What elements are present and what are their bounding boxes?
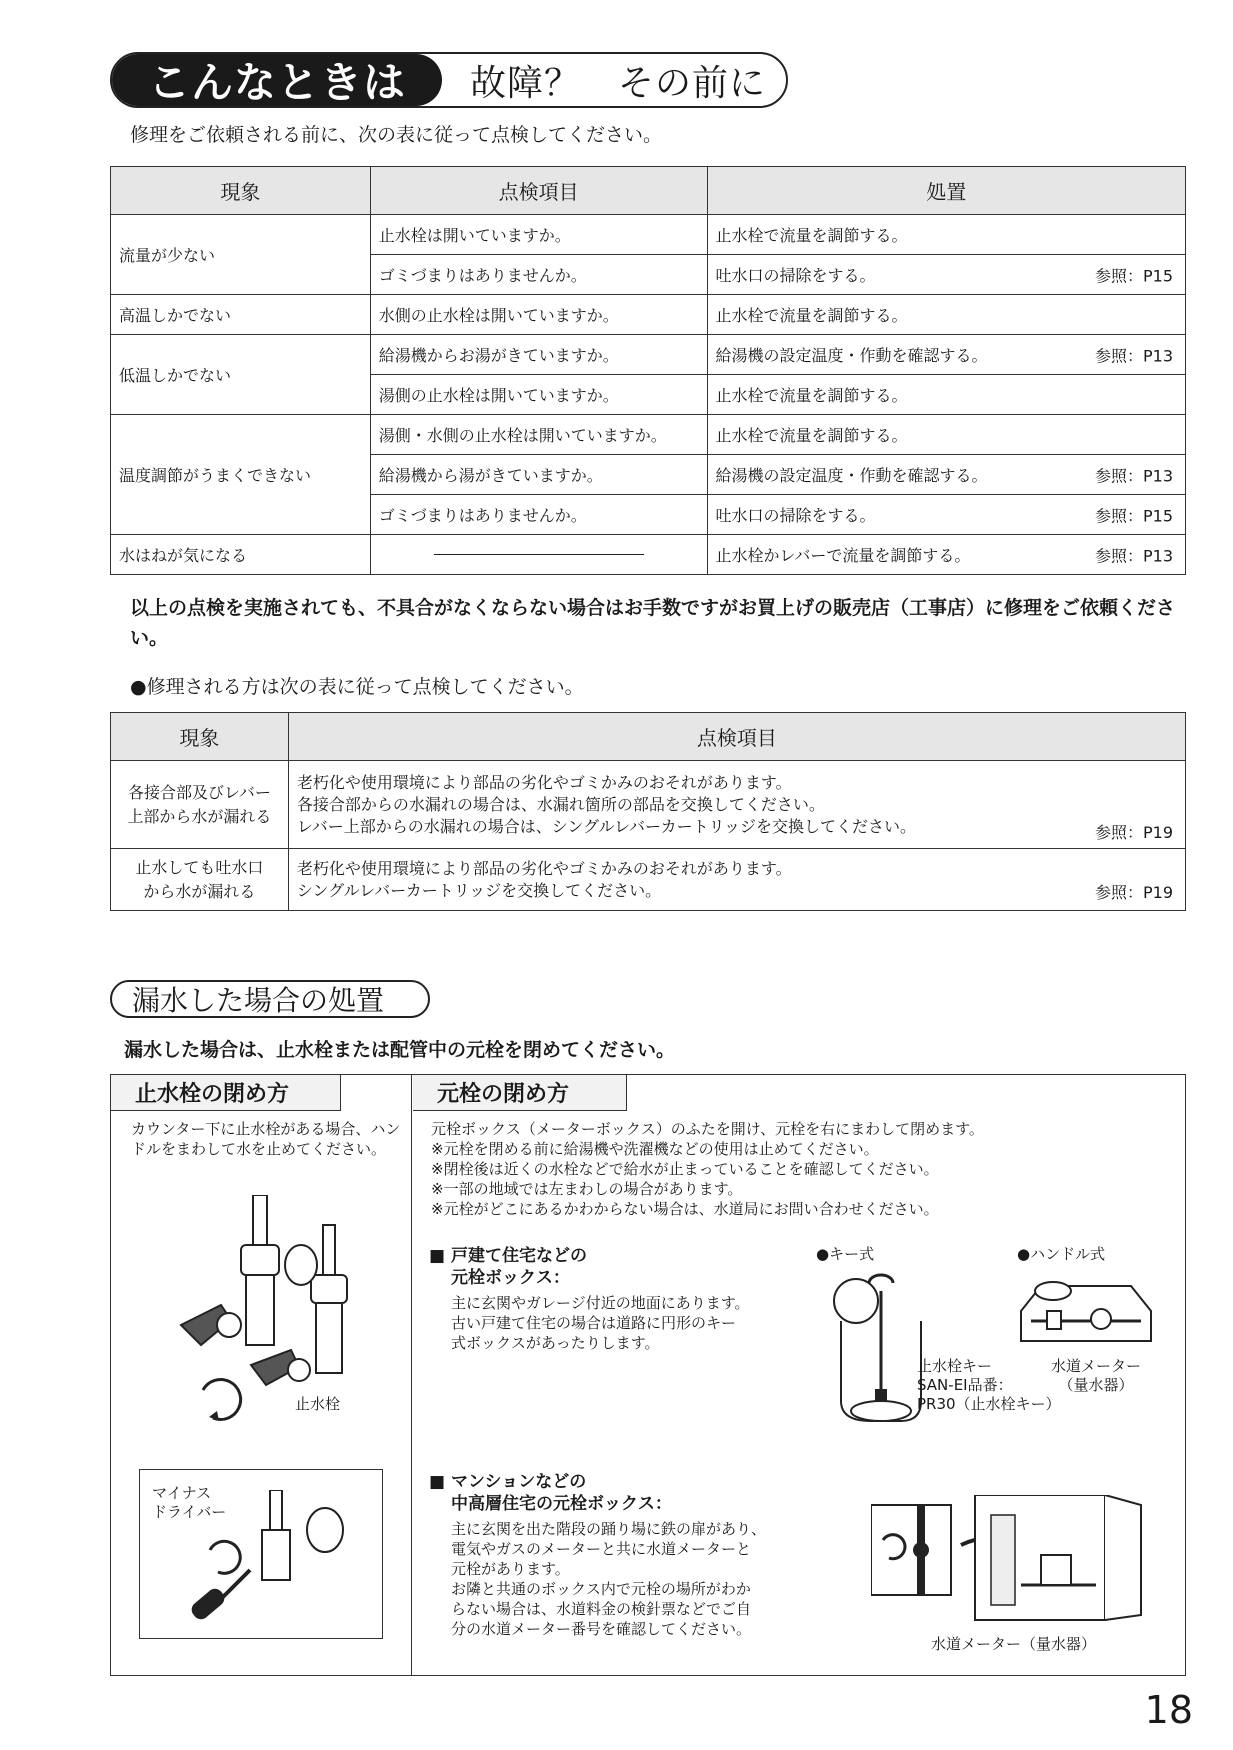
driver-label-line1: マイナス xyxy=(152,1484,212,1502)
page-title-banner xyxy=(110,52,788,108)
column-divider xyxy=(411,1075,412,1675)
page-number: 18 xyxy=(1144,1688,1193,1732)
table-row xyxy=(111,295,1186,335)
page-title-main: こんなときは xyxy=(112,54,442,106)
key-label xyxy=(917,1357,1061,1414)
mansion-body-line: 電気やガスのメーターと共に水道メーターと xyxy=(451,1540,752,1558)
meter-label-bottom: 水道メーター（量水器） xyxy=(931,1635,1097,1653)
table-row xyxy=(111,335,1186,375)
symptom-cell: 高温しかでない xyxy=(111,295,371,335)
action-text: 吐水口の掃除をする。 xyxy=(715,266,876,285)
action-text: 給湯機の設定温度・作動を確認する。 xyxy=(715,346,988,365)
repair-note: 以上の点検を実施されても、不具合がなくならない場合はお手数ですがお買上げの販売店（工事店）に修理をご依頼ください。 xyxy=(130,597,1176,649)
action-text: 止水栓で流量を調節する。 xyxy=(715,386,908,405)
mansion-heading-line1: ■ マンションなどの xyxy=(429,1472,587,1492)
check-cell: 水側の止水栓は開いていますか。 xyxy=(370,295,707,335)
action-cell xyxy=(707,295,1185,335)
check-line: レバー上部からの水漏れの場合は、シングルレバーカートリッジを交換してください。 xyxy=(296,816,917,836)
table-row xyxy=(111,535,1186,575)
repair-check-table xyxy=(110,712,1186,911)
main-valve-line: ※一部の地域では左まわしの場合があります。 xyxy=(431,1180,743,1198)
check-cell: 止水栓は開いていますか。 xyxy=(370,215,707,255)
leak-instructions-box xyxy=(110,1074,1186,1676)
action-cell xyxy=(707,335,1185,375)
page-reference: 参照：P13 xyxy=(1094,466,1173,485)
main-valve-instructions xyxy=(431,1119,1171,1219)
table-header: 点検項目 xyxy=(370,167,707,215)
check-cell-empty xyxy=(370,535,707,575)
check-cell: ゴミづまりはありませんか。 xyxy=(370,255,707,295)
key-type-label: ●キー式 xyxy=(816,1245,875,1263)
key-label-line: 止水栓キー xyxy=(917,1357,993,1375)
symptom-cell: 温度調節がうまくできない xyxy=(111,415,371,535)
meter-label-line2: （量水器） xyxy=(1058,1376,1134,1394)
action-cell xyxy=(707,535,1185,575)
troubleshoot-table xyxy=(110,166,1186,575)
table-header: 現象 xyxy=(111,167,371,215)
driver-inset xyxy=(139,1469,383,1639)
table-row xyxy=(111,761,1186,849)
symptom-cell xyxy=(111,849,289,911)
check-cell xyxy=(288,761,1185,849)
symptom-line: 上部から水が漏れる xyxy=(127,806,272,826)
action-cell xyxy=(707,495,1185,535)
action-cell xyxy=(707,215,1185,255)
mansion-box-illustration xyxy=(871,1495,1171,1625)
house-heading xyxy=(429,1245,587,1289)
page-reference: 参照：P13 xyxy=(1094,346,1173,365)
table-header: 現象 xyxy=(111,713,289,761)
table-header-row xyxy=(111,713,1186,761)
house-body xyxy=(451,1293,750,1353)
symptom-line: から水が漏れる xyxy=(143,881,256,901)
main-valve-line: ※元栓がどこにあるかわからない場合は、水道局にお問い合わせください。 xyxy=(431,1200,939,1218)
action-text: 止水栓かレバーで流量を調節する。 xyxy=(715,546,971,565)
dash-line xyxy=(434,554,644,555)
driver-label-line2: ドライバー xyxy=(152,1503,227,1521)
intro-text: 修理をご依頼される前に、次の表に従って点検してください。 xyxy=(130,124,663,146)
check-cell xyxy=(288,849,1185,911)
check-line: 各接合部からの水漏れの場合は、水漏れ箇所の部品を交換してください。 xyxy=(296,794,825,814)
mansion-heading-line2: 中高層住宅の元栓ボックス： xyxy=(451,1494,672,1514)
leak-section-title: 漏水した場合の処置 xyxy=(110,980,430,1018)
action-cell xyxy=(707,255,1185,295)
main-valve-line: ※元栓を閉める前に給湯機や洗濯機などの使用は止めてください。 xyxy=(431,1140,879,1158)
check-line: 老朽化や使用環境により部品の劣化やゴミかみのおそれがあります。 xyxy=(296,858,792,878)
house-body-line: 古い戸建て住宅の場合は道路に円形のキー xyxy=(451,1314,737,1332)
table-row xyxy=(111,849,1186,911)
mansion-body-line: 元栓があります。 xyxy=(451,1560,570,1578)
table-header-row xyxy=(111,167,1186,215)
mansion-body xyxy=(451,1519,766,1639)
repair-person-note: ●修理される方は次の表に従って点検してください。 xyxy=(130,676,584,698)
page-title-sub: 故障？ その前に xyxy=(470,62,767,104)
main-valve-line: 元栓ボックス（メーターボックス）のふたを開け、元栓を右にまわして閉めます。 xyxy=(431,1120,984,1138)
action-cell xyxy=(707,415,1185,455)
mansion-body-line: 主に玄関を出た階段の踊り場に鉄の扉があり、 xyxy=(451,1520,767,1538)
action-text: 吐水口の掃除をする。 xyxy=(715,506,876,525)
page-reference: 参照：P15 xyxy=(1094,266,1173,285)
symptom-cell: 低温しかでない xyxy=(111,335,371,415)
check-cell: 湯側の止水栓は開いていますか。 xyxy=(370,375,707,415)
table-row xyxy=(111,415,1186,455)
page-reference: 参照：P15 xyxy=(1094,506,1173,525)
key-label-line: PR30（止水栓キー） xyxy=(917,1395,1061,1413)
screwdriver-illustration xyxy=(190,1490,370,1630)
house-body-line: 式ボックスがあったりします。 xyxy=(451,1334,660,1352)
meter-label xyxy=(1051,1357,1141,1395)
page-reference: 参照：P13 xyxy=(1094,546,1173,565)
check-cell: 湯側・水側の止水栓は開いていますか。 xyxy=(370,415,707,455)
action-text: 止水栓で流量を調節する。 xyxy=(715,226,908,245)
stopcock-tab: 止水栓の閉め方 xyxy=(111,1075,341,1111)
page-reference: 参照：P19 xyxy=(1094,823,1173,842)
main-valve-line: ※閉栓後は近くの水栓などで給水が止まっていることを確認してください。 xyxy=(431,1160,939,1178)
check-cell: 給湯機からお湯がきていますか。 xyxy=(370,335,707,375)
action-text: 止水栓で流量を調節する。 xyxy=(715,306,908,325)
handle-box-illustration xyxy=(1011,1271,1161,1351)
action-cell xyxy=(707,375,1185,415)
handle-type-label: ●ハンドル式 xyxy=(1017,1245,1106,1263)
table-header: 処置 xyxy=(707,167,1185,215)
leak-intro: 漏水した場合は、止水栓または配管中の元栓を閉めてください。 xyxy=(124,1039,676,1061)
check-line: シングルレバーカートリッジを交換してください。 xyxy=(296,880,662,900)
table-row xyxy=(111,215,1186,255)
page-reference: 参照：P19 xyxy=(1094,883,1173,902)
main-valve-tab: 元栓の閉め方 xyxy=(413,1075,627,1111)
symptom-cell: 水はねが気になる xyxy=(111,535,371,575)
action-cell xyxy=(707,455,1185,495)
table-header: 点検項目 xyxy=(288,713,1185,761)
action-text: 給湯機の設定温度・作動を確認する。 xyxy=(715,466,988,485)
mansion-body-line: らない場合は、水道料金の検針票などでご自 xyxy=(451,1600,752,1618)
mansion-body-line: お隣と共通のボックス内で元栓の場所がわか xyxy=(451,1580,751,1598)
symptom-cell: 流量が少ない xyxy=(111,215,371,295)
house-heading-line1: ■ 戸建て住宅などの xyxy=(429,1246,587,1266)
house-body-line: 主に玄関やガレージ付近の地面にあります。 xyxy=(451,1294,750,1312)
mansion-body-line: 分の水道メーター番号を確認してください。 xyxy=(451,1620,752,1638)
check-cell: ゴミづまりはありませんか。 xyxy=(370,495,707,535)
mansion-heading xyxy=(429,1471,672,1515)
symptom-line: 止水しても吐水口 xyxy=(135,857,264,877)
house-heading-line2: 元栓ボックス： xyxy=(451,1268,570,1288)
symptom-line: 各接合部及びレバー xyxy=(127,782,271,802)
symptom-cell xyxy=(111,761,289,849)
check-line: 老朽化や使用環境により部品の劣化やゴミかみのおそれがあります。 xyxy=(296,772,792,792)
stopcock-label: 止水栓 xyxy=(295,1395,341,1413)
meter-label-line1: 水道メーター xyxy=(1051,1357,1142,1375)
stopcock-instructions: カウンター下に止水栓がある場合、ハンドルをまわして水を止めてください。 xyxy=(131,1120,401,1158)
key-label-line: SAN-EI品番： xyxy=(917,1376,1013,1394)
action-text: 止水栓で流量を調節する。 xyxy=(715,426,908,445)
check-cell: 給湯機から湯がきていますか。 xyxy=(370,455,707,495)
